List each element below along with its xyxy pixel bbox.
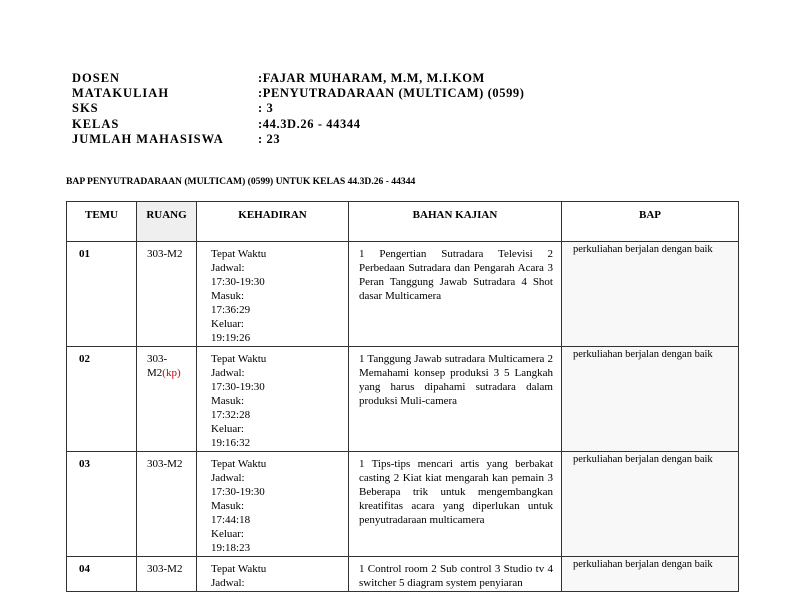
jadwal-value: 17:30-19:30: [211, 381, 265, 393]
table-row: [67, 242, 739, 347]
info-value: :FAJAR MUHARAM, M.M, M.I.KOM: [258, 71, 485, 85]
info-row-sks: [72, 101, 525, 116]
column-header-bap: BAP: [562, 202, 739, 242]
ruang-cell: [137, 557, 197, 592]
ruang-value: 303-M2: [147, 353, 168, 379]
bap-cell: [562, 242, 739, 347]
masuk-label: Masuk:: [211, 290, 244, 302]
kehadiran-cell: [197, 242, 349, 347]
ruang-value: 303-M2: [147, 248, 183, 260]
info-row-kelas: [72, 117, 525, 132]
temu-cell: 02: [67, 347, 137, 452]
keluar-label: Keluar:: [211, 423, 244, 435]
masuk-label: Masuk:: [211, 395, 244, 407]
masuk-value: 17:32:28: [211, 409, 251, 421]
bap-text: perkuliahan berjalan dengan baik: [573, 559, 713, 570]
keluar-label: Keluar:: [211, 528, 244, 540]
masuk-value: 17:36:29: [211, 304, 251, 316]
ruang-value: 303-M2: [147, 458, 183, 470]
jadwal-label: Jadwal:: [211, 577, 245, 589]
table-row: [67, 347, 739, 452]
ruang-cell: [137, 242, 197, 347]
info-label: DOSEN: [72, 71, 121, 85]
info-label: SKS: [72, 101, 99, 116]
info-value: :44.3D.26 - 44344: [258, 116, 361, 131]
ruang-note: (kp): [162, 367, 181, 379]
jadwal-label: Jadwal:: [211, 472, 245, 484]
temu-cell: 01: [67, 242, 137, 347]
masuk-value: 17:44:18: [211, 514, 251, 526]
kehadiran-cell: [197, 452, 349, 557]
info-label: MATAKULIAH: [72, 86, 170, 101]
bap-text: perkuliahan berjalan dengan baik: [573, 349, 713, 360]
keluar-value: 19:16:32: [211, 437, 251, 449]
jadwal-value: 17:30-19:30: [211, 486, 265, 498]
info-value: : 3: [258, 101, 274, 116]
table-header-row: [67, 202, 739, 242]
info-label: JUMLAH MAHASISWA: [72, 131, 224, 146]
bap-table: [66, 201, 739, 592]
kehadiran-status: Tepat Waktu: [211, 563, 267, 575]
course-info: [72, 71, 525, 147]
bahan-kajian-cell: 1 Tips-tips mencari artis yang berbakat casting 2 Kiat kiat mengarah kan pemain 3 Beberapa trik untuk mengembangkan kreatifitas acara yang diperlukan untuk penyutradaraan multicamera: [349, 452, 562, 557]
bahan-kajian-cell: 1 Control room 2 Sub control 3 Studio tv 4 switcher 5 diagram system penyiaran: [349, 557, 562, 592]
ruang-cell: [137, 452, 197, 557]
info-value: :PENYUTRADARAAN (MULTICAM) (0599): [258, 86, 525, 101]
bahan-kajian-cell: 1 Pengertian Sutradara Televisi 2 Perbedaan Sutradara dan Pengarah Acara 3 Peran Tanggung Jawab Sutradara 4 Shot dasar Multicamera: [349, 242, 562, 347]
masuk-label: Masuk:: [211, 500, 244, 512]
jadwal-label: Jadwal:: [211, 262, 245, 274]
keluar-label: Keluar:: [211, 318, 244, 330]
bap-cell: [562, 557, 739, 592]
jadwal-value: 17:30-19:30: [211, 276, 265, 288]
info-row-dosen: [72, 71, 525, 86]
temu-cell: 03: [67, 452, 137, 557]
document-title: BAP PENYUTRADARAAN (MULTICAM) (0599) UNTUK KELAS 44.3D.26 - 44344: [66, 176, 416, 187]
table-row: [67, 452, 739, 557]
kehadiran-status: Tepat Waktu: [211, 458, 267, 470]
info-label: KELAS: [72, 116, 120, 131]
bahan-kajian-cell: 1 Tanggung Jawab sutradara Multicamera 2 Memahami konsep produksi 3 5 Langkah yang harus dipahami sutradara dalam produksi Muli-camera: [349, 347, 562, 452]
kehadiran-status: Tepat Waktu: [211, 248, 267, 260]
column-header-kehadiran: KEHADIRAN: [197, 202, 349, 242]
info-value: : 23: [258, 131, 281, 146]
ruang-cell: [137, 347, 197, 452]
bap-text: perkuliahan berjalan dengan baik: [573, 244, 713, 255]
table-row: [67, 557, 739, 592]
bap-cell: [562, 347, 739, 452]
bap-cell: [562, 452, 739, 557]
jadwal-label: Jadwal:: [211, 367, 245, 379]
kehadiran-cell: [197, 557, 349, 592]
column-header-temu: TEMU: [67, 202, 137, 242]
column-header-ruang: RUANG: [137, 202, 197, 242]
keluar-value: 19:19:26: [211, 332, 251, 344]
kehadiran-cell: [197, 347, 349, 452]
keluar-value: 19:18:23: [211, 542, 251, 554]
column-header-bahan-kajian: BAHAN KAJIAN: [349, 202, 562, 242]
info-row-matakuliah: [72, 86, 525, 101]
ruang-value: 303-M2: [147, 563, 183, 575]
info-row-jumlah-mahasiswa: [72, 132, 525, 147]
bap-text: perkuliahan berjalan dengan baik: [573, 454, 713, 465]
temu-cell: 04: [67, 557, 137, 592]
kehadiran-status: Tepat Waktu: [211, 353, 267, 365]
